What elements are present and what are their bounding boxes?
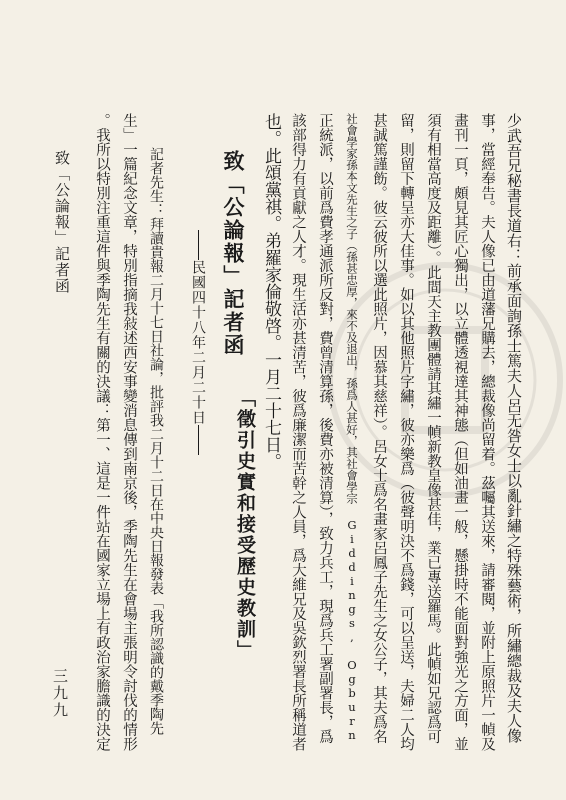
dash-rule — [197, 425, 199, 455]
letter1-line: 畫刊一頁，頗見其匠心獨出，以立體透視達其神態（但如油畫一般，懸掛時不能面對強光之方面，並 — [452, 113, 468, 751]
page-number: 三九九 — [51, 668, 69, 719]
letter1-line: 須有相當高度及距離）。此間天主教團體請其繡一幀新教皇像甚佳，業已專送羅馬。此幀如兄認爲可 — [425, 113, 441, 744]
letter1-line: 社會學家孫本文先生之子（孫甚忠厚，來不及退出，孫爲人甚好，其社會學宗 Giddings, Ogburn — [345, 113, 359, 742]
running-header: 致「公論報」記者函 — [53, 150, 71, 294]
letter2-title: 致「公論報」記者函 — [221, 150, 246, 357]
letter2-date: 民國四十八年二月二十日 — [188, 230, 208, 455]
dash-rule — [197, 230, 199, 260]
letter2-line: 記者先生：拜讀貴報二月十七日社論，批評我二月十二日在中央日報發表「我所認識的戴季陶先 — [148, 147, 164, 735]
letter1-line: 留，則留下轉呈亦大佳事。如以其他照片字繡，彼亦樂爲（彼聲明決不爲錢，可以呈送，夫婦二人均 — [398, 113, 414, 751]
letter1-line: 也。此頌黨祺。弟羅家倫敬啓。一月二十七日。 — [261, 113, 281, 470]
letter1-line: 甚誠篤謹飭。彼云彼所以選此照片，因慕其慈祥）。呂女士爲名畫家呂鳳子先生之女公子，其夫爲名 — [371, 113, 387, 744]
letter1-line: 事，當經奉告。夫人像已由道藩兄購去，總裁像尚留着。茲囑其送來，請審閱，並附上原照片一幀及 — [479, 113, 495, 751]
letter1-line: 該部得力有貢獻之人才。現生活亦甚清苦，彼爲廉潔而苦幹之人員，爲大維兄及吳欽烈署長所稱道者 — [290, 113, 306, 751]
letter2-line: 生」一篇紀念文章，特別指摘我敍述西安事變消息傳到南京後，季陶先生在會場主張明令討伐的情形 — [121, 113, 137, 751]
letter2-line: 。我所以特別注重這件與季陶先生有關的決議：第一、這是一件站在國家立場上有政治家膽識的決定 — [94, 113, 110, 751]
letter1-line: 少武吾兄秘書長道右：前承面詢孫士篤夫人呂无咎女士以亂針繡之特殊藝術，所繡總裁及夫人像 — [505, 113, 523, 743]
letter1-line: 正統派，以前爲費孝通派所反對，費曾清算孫，後費亦被清算），致力兵工，現爲兵工署副署長，爲 — [317, 113, 333, 744]
letter2-topic: 「徵引史實和接受歷史教訓」 — [234, 388, 256, 661]
